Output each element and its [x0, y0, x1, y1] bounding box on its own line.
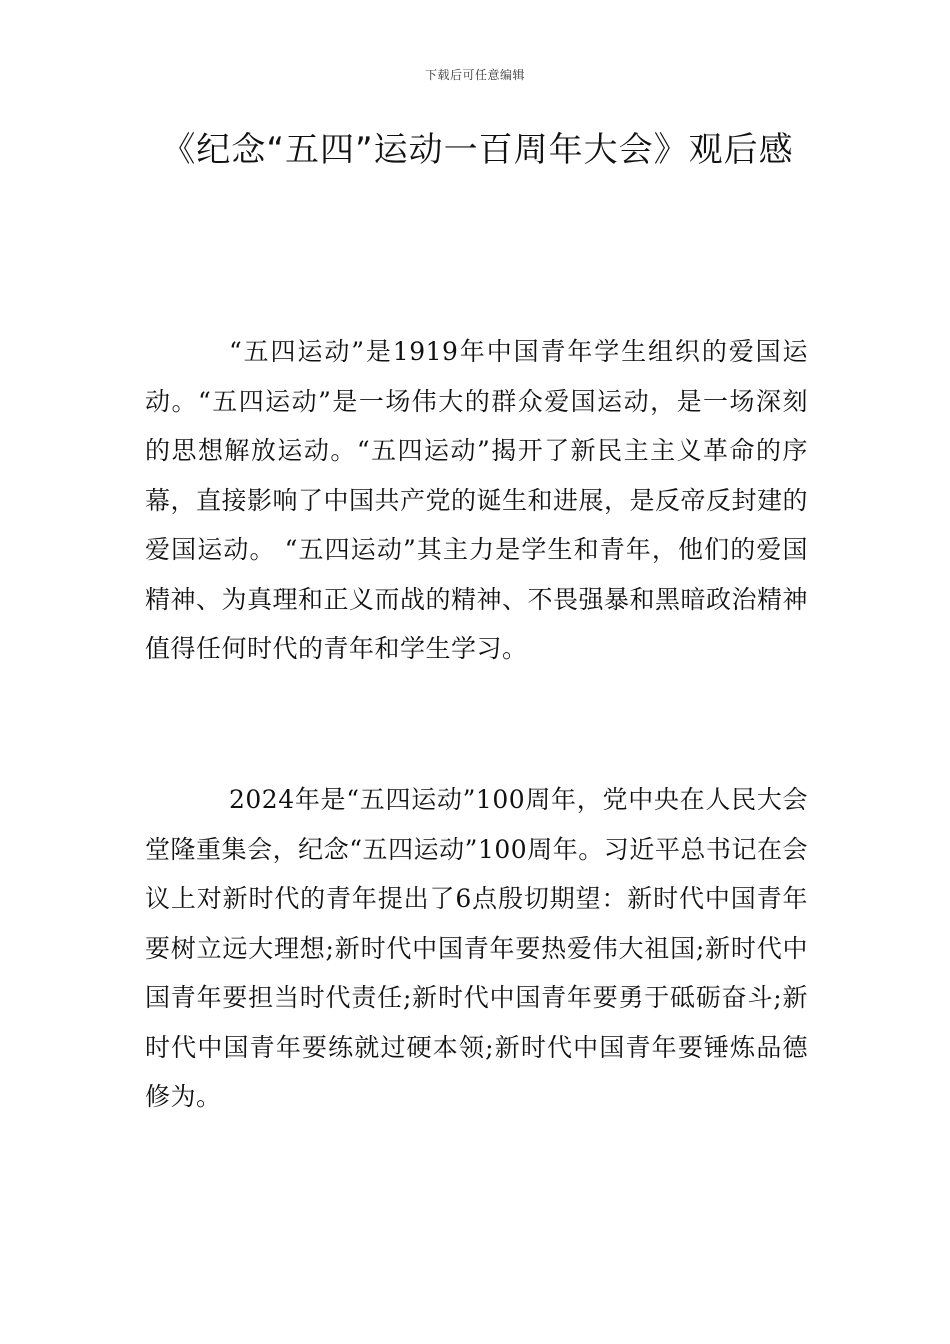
body-paragraph-2: 2024年是“五四运动”100周年，党中央在人民大会堂隆重集会，纪念“五四运动”100周年。习近平总书记在会议上对新时代的青年提出了6点殷切期望：新时代中国青年要树立远大理想;新时代中国青年要热爱伟大祖国;新时代中国青年要担当时代责任;新时代中国青年要勇于砥砺奋斗;新时代中国青年要练就过硬本领;新时代中国青年要锤炼品德修为。 — [145, 785, 808, 1111]
header-note: 下载后可任意编辑 — [424, 68, 525, 82]
document-title: 《纪念“五四”运动一百周年大会》观后感 — [161, 130, 794, 170]
body-paragraph-1: “五四运动”是1919年中国青年学生组织的爱国运动。“五四运动”是一场伟大的群众爱国运动，是一场深刻的思想解放运动。“五四运动”揭开了新民主主义革命的序幕，直接影响了中国共产党的诞生和进展，是反帝反封建的爱国运动。 “五四运动”其主力是学生和青年，他们的爱国精神、为真理和正义而战的精神、不畏强暴和黑暗政治精神值得任何时代的青年和学生学习。 — [145, 337, 809, 663]
